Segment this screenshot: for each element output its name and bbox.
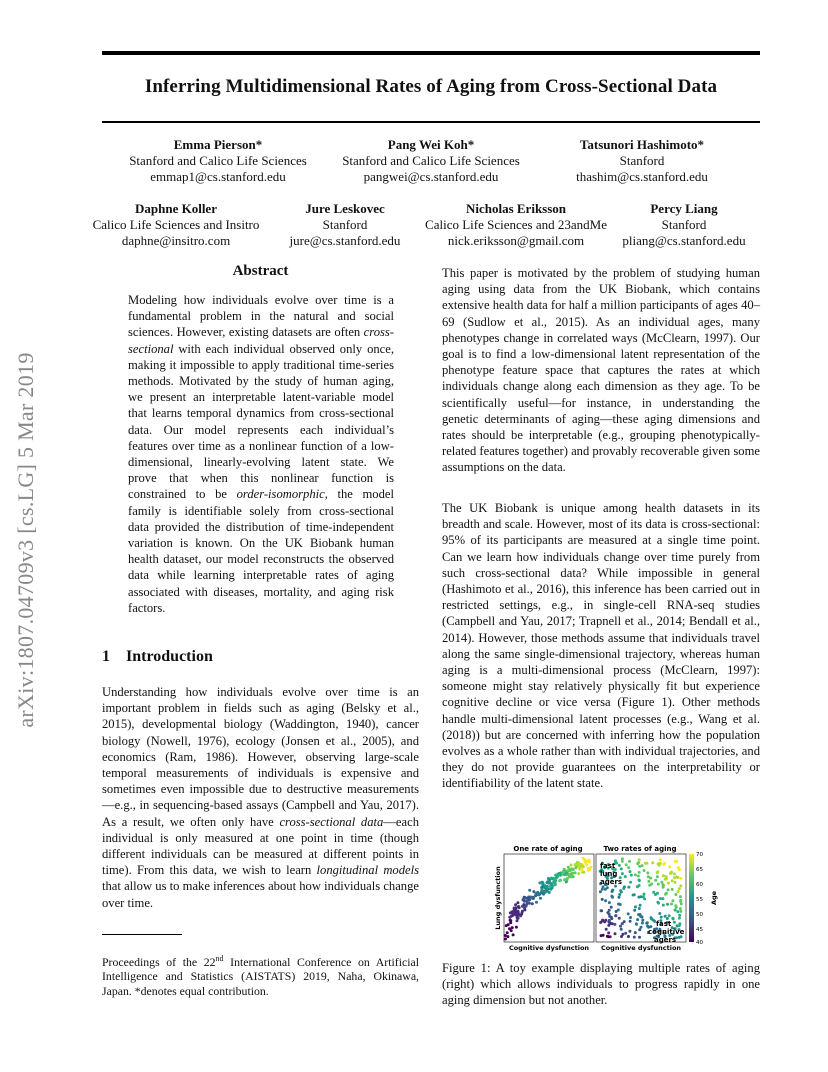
scatter-point bbox=[588, 860, 591, 863]
author-name: Daphne Koller bbox=[135, 201, 217, 216]
scatter-point bbox=[548, 880, 551, 883]
scatter-point bbox=[516, 919, 519, 922]
scatter-point bbox=[678, 914, 681, 917]
author-affiliation: Stanford bbox=[661, 217, 707, 232]
scatter-point bbox=[638, 865, 641, 868]
scatter-point bbox=[635, 922, 638, 925]
scatter-point bbox=[632, 894, 635, 897]
scatter-point bbox=[627, 912, 630, 915]
section-heading-introduction: 1 Introduction bbox=[102, 648, 213, 665]
scatter-point bbox=[559, 874, 562, 877]
scatter-point bbox=[657, 883, 660, 886]
scatter-point bbox=[523, 900, 526, 903]
scatter-point bbox=[618, 917, 621, 920]
scatter-point bbox=[621, 857, 624, 860]
scatter-point bbox=[623, 885, 626, 888]
author-email[interactable]: thashim@cs.stanford.edu bbox=[576, 169, 708, 184]
scatter-point bbox=[532, 890, 535, 893]
scatter-point bbox=[641, 919, 644, 922]
scatter-point bbox=[628, 860, 631, 863]
scatter-point bbox=[508, 927, 511, 930]
scatter-point bbox=[644, 862, 647, 865]
scatter-point bbox=[629, 916, 632, 919]
scatter-point bbox=[608, 909, 611, 912]
footnote: Proceedings of the 22nd International Conference on Artificial Intelligence and Statistics (AISTATS) 2019, Naha, Okinawa, Japan. *denotes equal contribution. bbox=[102, 954, 420, 998]
scatter-point bbox=[645, 922, 648, 925]
x-axis-label-right: Cognitive dysfunction bbox=[600, 944, 682, 952]
scatter-point bbox=[607, 931, 610, 934]
scatter-point bbox=[649, 877, 652, 880]
author-affiliation: Calico Life Sciences and Insitro bbox=[92, 217, 260, 232]
scatter-point bbox=[678, 887, 681, 890]
scatter-point bbox=[621, 922, 624, 925]
scatter-point bbox=[506, 935, 509, 938]
scatter-point bbox=[601, 919, 604, 922]
author-block bbox=[560, 137, 724, 185]
scatter-point bbox=[610, 917, 613, 920]
scatter-point bbox=[512, 933, 515, 936]
scatter-point bbox=[580, 863, 583, 866]
scatter-point bbox=[620, 935, 623, 938]
scatter-point bbox=[600, 934, 603, 937]
scatter-point bbox=[520, 912, 523, 915]
scatter-point bbox=[656, 892, 659, 895]
scatter-point bbox=[547, 877, 550, 880]
svg-text:agers: agers bbox=[600, 878, 623, 886]
scatter-point bbox=[580, 867, 583, 870]
arxiv-id[interactable]: arXiv:1807.04709v3 [cs.LG] 5 Mar 2019 bbox=[13, 352, 38, 728]
scatter-point bbox=[610, 895, 613, 898]
scatter-point bbox=[629, 920, 632, 923]
scatter-point bbox=[531, 902, 534, 905]
scatter-point bbox=[679, 907, 682, 910]
body-paragraph: The UK Biobank is unique among health datasets in its breadth and scale. However, most of its data is cross-sectional: 95% of its participants are measured at a single time point. Can we learn how individuals change over time purely from such cross-sectional data? While impossible in general (Hashimoto et al., 2016), this inference has been carried out in restricted settings, e.g., in single-cell RNA-seq studies (Campbell and Yau, 2017; Trapnell et al., 2014; Bendall et al., 2014). However, those methods assume that individuals travel along the same single-dimensional trajectory, whereas human aging is a multi-dimensional process (McClearn, 1997): someone might stay relatively physically fit but experience cognitive decline or vice versa (Figure 1). Other methods handle multi-dimensional latent processes (e.g., Wang et al. (2018)) but are concerned with inferring how the population evolves as a whole rather than with individual trajectories, and they do not provide guarantees on the interpretability or identifiability of the latent state. bbox=[442, 501, 760, 791]
scatter-point bbox=[629, 870, 632, 873]
colorbar bbox=[689, 854, 694, 942]
scatter-point bbox=[671, 879, 674, 882]
scatter-point bbox=[528, 902, 531, 905]
figure-1 bbox=[492, 842, 722, 954]
svg-text:60: 60 bbox=[696, 882, 703, 888]
svg-text:65: 65 bbox=[696, 867, 703, 873]
svg-text:70: 70 bbox=[696, 852, 703, 858]
scatter-point bbox=[627, 886, 630, 889]
scatter-point bbox=[673, 872, 676, 875]
scatter-point bbox=[601, 898, 604, 901]
scatter-point bbox=[656, 871, 659, 874]
scatter-point bbox=[516, 911, 519, 914]
right-panel-title: Two rates of aging bbox=[603, 845, 677, 853]
paper-title: Inferring Multidimensional Rates of Aging from Cross-Sectional Data bbox=[144, 76, 718, 97]
scatter-point bbox=[659, 858, 662, 861]
scatter-point bbox=[647, 880, 650, 883]
scatter-point bbox=[562, 870, 565, 873]
scatter-point bbox=[650, 883, 653, 886]
scatter-point bbox=[577, 862, 580, 865]
author-name: Emma Pierson* bbox=[173, 137, 263, 152]
scatter-point bbox=[627, 866, 630, 869]
intro-paragraph: Understanding how individuals evolve over time is an important problem in fields such as aging (Belsky et al., 2015), developmental biology (Waddington, 1940), cancer biology (Nowell, 1976), ecology (Jonsen et al., 2005), and economics (Ram, 1986). However, observing large-scale temporal measurements of individuals is expensive and sometimes even impossible due to destructive measurements—e.g., in sequencing-based assays (Campbell and Yau, 2017). As a result, we often only have cross-sectional data—each individual is only measured at one point in time (though different individuals can be measured at different points in time). From this data, we wish to learn longitudinal models that allow us to make inferences about how individuals change over time. bbox=[102, 685, 420, 910]
scatter-point bbox=[664, 878, 667, 881]
scatter-point bbox=[668, 865, 671, 868]
scatter-point bbox=[670, 903, 673, 906]
scatter-point bbox=[664, 915, 667, 918]
scatter-point bbox=[674, 893, 677, 896]
scatter-point bbox=[574, 866, 577, 869]
scatter-point bbox=[556, 875, 559, 878]
colorbar-label: Age bbox=[710, 890, 718, 906]
scatter-point bbox=[624, 875, 627, 878]
scatter-point bbox=[515, 926, 518, 929]
author-affiliation: Stanford and Calico Life Sciences bbox=[342, 153, 520, 168]
scatter-point bbox=[511, 926, 514, 929]
author-affiliation: Calico Life Sciences and 23andMe bbox=[425, 217, 607, 232]
scatter-point bbox=[614, 914, 617, 917]
author-email[interactable]: nick.eriksson@gmail.com bbox=[447, 233, 585, 248]
scatter-point bbox=[614, 932, 617, 935]
title-top-rule bbox=[102, 51, 760, 55]
scatter-point bbox=[680, 902, 683, 905]
scatter-point bbox=[534, 894, 537, 897]
scatter-point bbox=[657, 862, 660, 865]
svg-text:50: 50 bbox=[696, 912, 703, 918]
scatter-point bbox=[618, 864, 621, 867]
scatter-point bbox=[654, 879, 657, 882]
scatter-point bbox=[638, 879, 641, 882]
scatter-point bbox=[605, 928, 608, 931]
scatter-point bbox=[675, 860, 678, 863]
scatter-point bbox=[634, 931, 637, 934]
scatter-point bbox=[539, 897, 542, 900]
scatter-point bbox=[542, 893, 545, 896]
left-scatter-points bbox=[504, 857, 593, 941]
scatter-point bbox=[678, 868, 681, 871]
author-block bbox=[614, 201, 754, 249]
scatter-point bbox=[600, 909, 603, 912]
scatter-point bbox=[604, 888, 607, 891]
scatter-point bbox=[620, 891, 623, 894]
scatter-point bbox=[662, 863, 665, 866]
scatter-point bbox=[604, 899, 607, 902]
author-name: Pang Wei Koh* bbox=[387, 137, 475, 152]
scatter-point bbox=[608, 901, 611, 904]
author-email[interactable]: emmap1@cs.stanford.edu bbox=[150, 169, 286, 184]
author-block bbox=[118, 137, 318, 185]
scatter-point bbox=[646, 871, 649, 874]
scatter-point bbox=[676, 910, 679, 913]
body-paragraph: This paper is motivated by the problem of studying human aging using data from the UK Biobank, which contains extensive health data for half a million participants of ages 40–69 (Sudlow et al., 2015). As an individual ages, many phenotypes change in correlated ways (McClearn, 1997). Our goal is to find a low-dimensional latent representation of the phenotype feature space that captures the rates at which individuals change along each dimension as they age. To be scientifically useful—for instance, in understanding the genetic determinants of aging—these aging dimensions and rates should be interpretable (e.g., grouping phenotypically-related features together) and provably recoverable given some assumptions on the data. bbox=[442, 266, 760, 475]
scatter-point bbox=[671, 888, 674, 891]
scatter-point bbox=[671, 899, 674, 902]
scatter-point bbox=[567, 866, 570, 869]
scatter-point bbox=[571, 874, 574, 877]
colorbar-ticks bbox=[696, 852, 703, 946]
scatter-point bbox=[669, 872, 672, 875]
scatter-point bbox=[633, 936, 636, 939]
scatter-point bbox=[657, 902, 660, 905]
scatter-point bbox=[554, 879, 557, 882]
scatter-point bbox=[574, 863, 577, 866]
scatter-point bbox=[549, 885, 552, 888]
scatter-point bbox=[638, 858, 641, 861]
scatter-point bbox=[627, 935, 630, 938]
scatter-point bbox=[528, 889, 531, 892]
svg-text:agers: agers bbox=[654, 936, 677, 944]
scatter-point bbox=[658, 912, 661, 915]
scatter-point bbox=[610, 906, 613, 909]
scatter-point bbox=[662, 883, 665, 886]
author-email[interactable]: pliang@cs.stanford.edu bbox=[622, 233, 746, 248]
scatter-point bbox=[506, 931, 509, 934]
scatter-point bbox=[680, 877, 683, 880]
scatter-point bbox=[641, 922, 644, 925]
scatter-point bbox=[558, 879, 561, 882]
scatter-point bbox=[671, 917, 674, 920]
scatter-point bbox=[629, 881, 632, 884]
author-block bbox=[280, 201, 410, 249]
scatter-point bbox=[624, 932, 627, 935]
scatter-point bbox=[577, 872, 580, 875]
scatter-point bbox=[634, 873, 637, 876]
svg-text:40: 40 bbox=[696, 940, 703, 946]
scatter-point bbox=[618, 896, 621, 899]
scatter-point bbox=[668, 914, 671, 917]
scatter-point bbox=[599, 890, 602, 893]
scatter-point bbox=[528, 898, 531, 901]
scatter-point bbox=[606, 935, 609, 938]
author-block bbox=[78, 201, 274, 249]
scatter-point bbox=[514, 903, 517, 906]
scatter-point bbox=[516, 901, 519, 904]
y-axis-label: Lung dysfunction bbox=[494, 866, 502, 930]
scatter-point bbox=[628, 930, 631, 933]
svg-text:55: 55 bbox=[696, 897, 703, 903]
scatter-point bbox=[509, 921, 512, 924]
scatter-point bbox=[611, 889, 614, 892]
scatter-point bbox=[525, 905, 528, 908]
author-block bbox=[414, 201, 618, 249]
scatter-point bbox=[630, 874, 633, 877]
scatter-point bbox=[675, 875, 678, 878]
scatter-point bbox=[675, 906, 678, 909]
scatter-point bbox=[619, 903, 622, 906]
scatter-point bbox=[611, 922, 614, 925]
svg-text:cognitive: cognitive bbox=[648, 928, 685, 936]
scatter-point bbox=[582, 871, 585, 874]
scatter-point bbox=[570, 864, 573, 867]
scatter-point bbox=[674, 909, 677, 912]
svg-text:45: 45 bbox=[696, 927, 703, 933]
scatter-point bbox=[674, 881, 677, 884]
scatter-point bbox=[541, 889, 544, 892]
figure-caption: Figure 1: A toy example displaying multiple rates of aging (right) which allows individuals to progress rapidly in one aging dimension but not another. bbox=[442, 961, 760, 1008]
title-bottom-rule bbox=[102, 121, 760, 123]
scatter-point bbox=[621, 872, 624, 875]
author-affiliation: Stanford bbox=[322, 217, 368, 232]
scatter-point bbox=[590, 866, 593, 869]
scatter-point bbox=[587, 869, 590, 872]
scatter-point bbox=[652, 891, 655, 894]
scatter-point bbox=[619, 925, 622, 928]
scatter-point bbox=[638, 871, 641, 874]
scatter-point bbox=[566, 877, 569, 880]
scatter-point bbox=[652, 919, 655, 922]
author-name: Percy Liang bbox=[650, 201, 718, 216]
scatter-point bbox=[541, 881, 544, 884]
scatter-point bbox=[636, 885, 639, 888]
scatter-point bbox=[511, 913, 514, 916]
footnote-rule bbox=[102, 934, 182, 935]
author-email[interactable]: jure@cs.stanford.edu bbox=[289, 233, 401, 248]
scatter-point bbox=[679, 884, 682, 887]
scatter-point bbox=[660, 916, 663, 919]
author-name: Jure Leskovec bbox=[305, 201, 385, 216]
scatter-point bbox=[666, 903, 669, 906]
author-affiliation: Stanford bbox=[619, 153, 665, 168]
scatter-point bbox=[615, 910, 618, 913]
scatter-point bbox=[679, 910, 682, 913]
author-name: Nicholas Eriksson bbox=[465, 201, 567, 216]
scatter-point bbox=[667, 888, 670, 891]
scatter-point bbox=[608, 919, 611, 922]
scatter-point bbox=[643, 869, 646, 872]
scatter-point bbox=[679, 899, 682, 902]
author-affiliation: Stanford and Calico Life Sciences bbox=[129, 153, 307, 168]
scatter-point bbox=[638, 907, 641, 910]
scatter-point bbox=[656, 875, 659, 878]
abstract-heading: Abstract bbox=[232, 263, 289, 279]
scatter-point bbox=[504, 938, 507, 941]
scatter-point bbox=[636, 918, 639, 921]
scatter-point bbox=[504, 934, 507, 937]
scatter-point bbox=[637, 875, 640, 878]
scatter-point bbox=[638, 936, 641, 939]
scatter-point bbox=[625, 863, 628, 866]
scatter-point bbox=[660, 881, 663, 884]
svg-text:fast: fast bbox=[656, 920, 672, 928]
scatter-point bbox=[677, 890, 680, 893]
abstract-body: Modeling how individuals evolve over time is a fundamental problem in the natural and social sciences. However, existing datasets are often cross-sectional with each individual observed only once, making it impossible to apply traditional time-series methods. Motivated by the study of human aging, we present an interpretable latent-variable model that learns temporal dynamics from cross-sectional data. Our model represents each individual’s features over time as a nonlinear function of a low-dimensional, linearly-evolving latent state. We prove that when this nonlinear function is constrained to be order-isomorphic, the model family is identifiable solely from cross-sectional data provided the distribution of time-independent variation is known. On the UK Biobank human health dataset, our model reconstructs the observed data while learning interpretable rates of aging associated with diseases, mortality, and aging risk factors. bbox=[128, 293, 394, 615]
scatter-point bbox=[608, 913, 611, 916]
scatter-point bbox=[618, 893, 621, 896]
scatter-point bbox=[549, 888, 552, 891]
scatter-point bbox=[651, 861, 654, 864]
scatter-point bbox=[513, 907, 516, 910]
scatter-point bbox=[678, 917, 681, 920]
arxiv-stamp bbox=[6, 330, 46, 750]
scatter-point bbox=[613, 923, 616, 926]
scatter-point bbox=[536, 891, 539, 894]
scatter-point bbox=[662, 874, 665, 877]
scatter-point bbox=[583, 858, 586, 861]
scatter-point bbox=[518, 906, 521, 909]
scatter-point bbox=[673, 921, 676, 924]
scatter-point bbox=[667, 882, 670, 885]
left-panel-title: One rate of aging bbox=[513, 845, 583, 853]
author-name: Tatsunori Hashimoto* bbox=[579, 137, 705, 152]
scatter-point bbox=[550, 877, 553, 880]
svg-text:fast: fast bbox=[600, 862, 616, 870]
scatter-point bbox=[678, 924, 681, 927]
author-email[interactable]: daphne@insitro.com bbox=[121, 233, 231, 248]
scatter-point bbox=[643, 893, 646, 896]
scatter-point bbox=[505, 924, 508, 927]
scatter-point bbox=[546, 887, 549, 890]
scatter-point bbox=[639, 904, 642, 907]
scatter-point bbox=[634, 905, 637, 908]
scatter-point bbox=[640, 895, 643, 898]
scatter-point bbox=[535, 901, 538, 904]
author-email[interactable]: pangwei@cs.stanford.edu bbox=[363, 169, 499, 184]
scatter-point bbox=[543, 885, 546, 888]
scatter-point bbox=[639, 913, 642, 916]
scatter-point bbox=[662, 904, 665, 907]
scatter-point bbox=[638, 928, 641, 931]
scatter-point bbox=[633, 909, 636, 912]
scatter-point bbox=[509, 919, 512, 922]
scatter-point bbox=[620, 867, 623, 870]
scatter-point bbox=[523, 896, 526, 899]
scatter-point bbox=[636, 862, 639, 865]
scatter-point bbox=[664, 893, 667, 896]
author-block bbox=[331, 137, 531, 185]
scatter-point bbox=[565, 872, 568, 875]
scatter-point bbox=[659, 897, 662, 900]
scatter-point bbox=[532, 897, 535, 900]
scatter-point bbox=[620, 928, 623, 931]
x-axis-label-left: Cognitive dysfunction bbox=[508, 944, 590, 952]
scatter-point bbox=[571, 872, 574, 875]
svg-text:lung: lung bbox=[600, 870, 618, 878]
scatter-point bbox=[599, 921, 602, 924]
scatter-point bbox=[679, 895, 682, 898]
